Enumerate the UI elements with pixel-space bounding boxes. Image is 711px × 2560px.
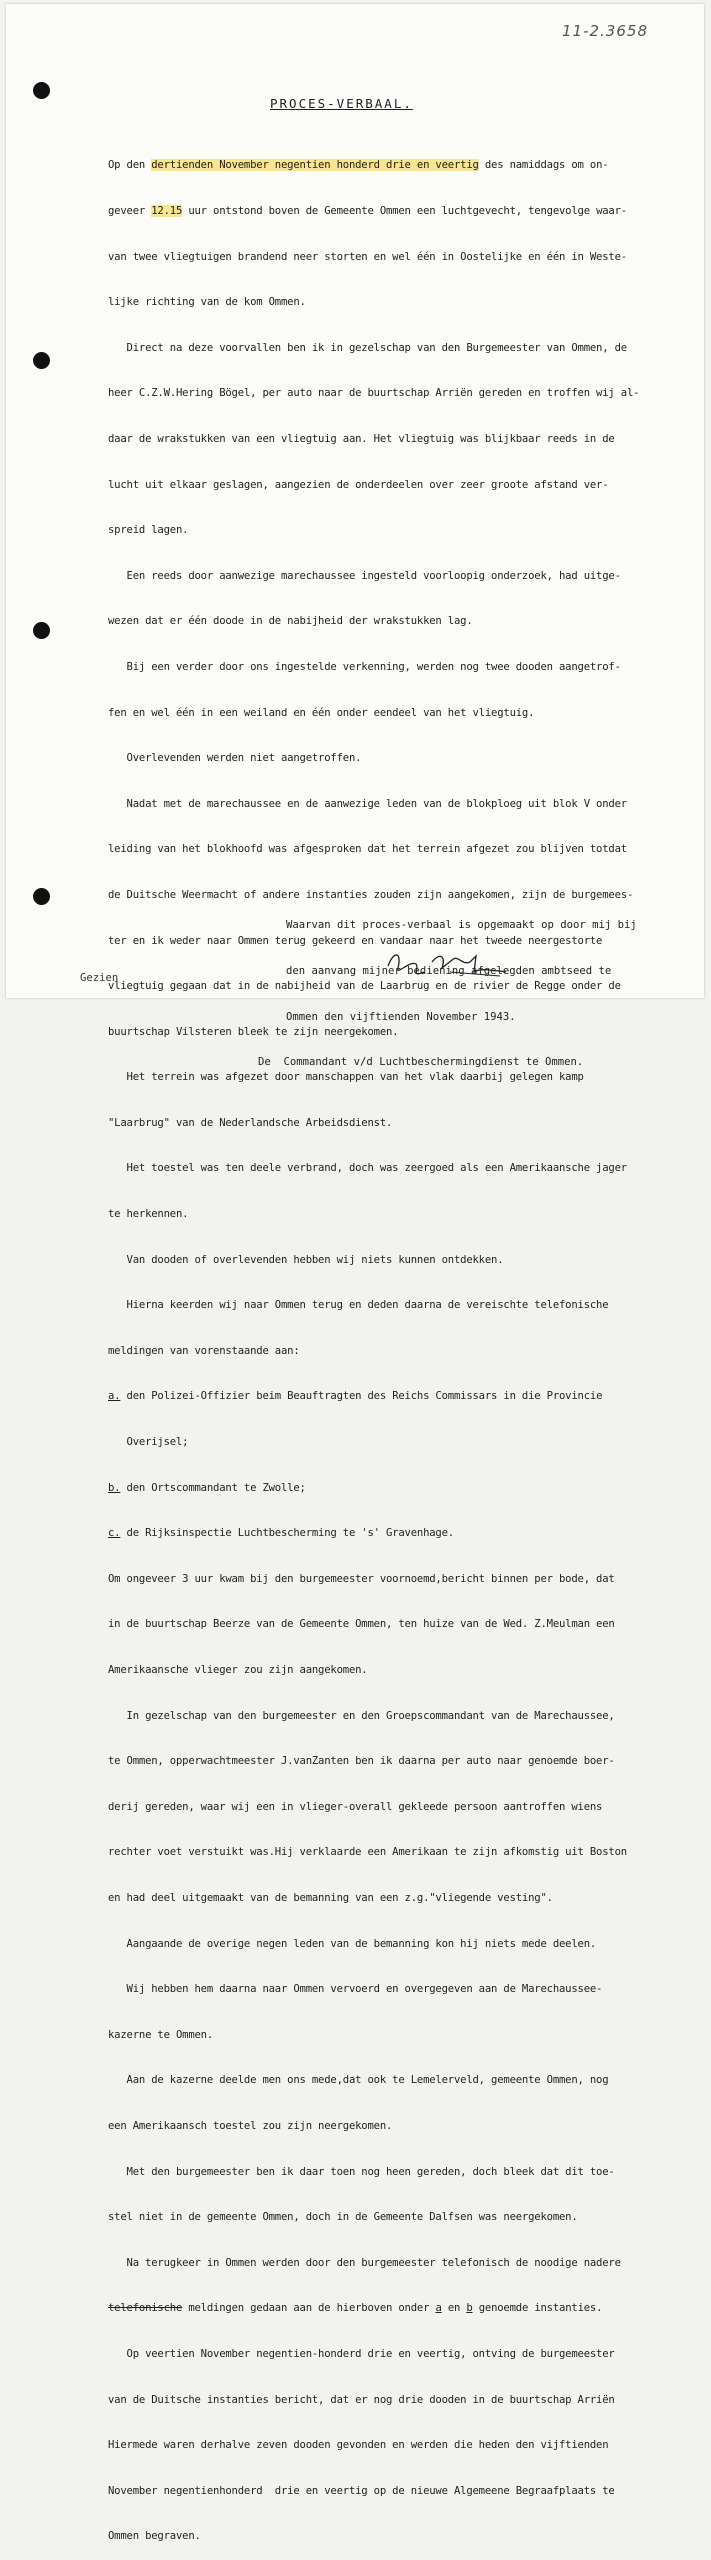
text-line: Hiermede waren derhalve zeven dooden gevonden en werden die heden den vijftienden (108, 2439, 609, 2452)
text-line: "Laarbrug" van de Nederlandsche Arbeidsdienst. (108, 1116, 393, 1129)
text-line: Aangaande de overige negen leden van de bemanning kon hij niets mede deelen. (108, 1937, 597, 1950)
text-line: te herkennen. (108, 1208, 189, 1221)
text-line: spreid lagen. (108, 524, 189, 537)
document-title: PROCES-VERBAAL. (270, 96, 413, 111)
text-line: Bij een verder door ons ingestelde verkenning, werden nog twee dooden aangetrof- (108, 660, 621, 673)
text-line: de Duitsche Weermacht of andere instanties zouden zijn aangekomen, zijn de burgemees- (108, 888, 634, 901)
text-line: Ommen begraven. (108, 2530, 201, 2543)
list-marker: b. (108, 1481, 121, 1494)
text-line: rechter voet verstuikt was.Hij verklaarde een Amerikaan te zijn afkomstig uit Boston (108, 1846, 627, 1859)
text-line: in de buurtschap Beerze van de Gemeente Ommen, ten huize van de Wed. Z.Meulman een (108, 1618, 615, 1631)
closing-line: Waarvan dit proces-verbaal is opgemaakt op door mij bij (286, 919, 637, 932)
footer-gezien: Gezien (80, 972, 119, 984)
text-line: Hierna keerden wij naar Ommen terug en deden daarna de vereischte telefonische (108, 1299, 609, 1312)
text-line: Het terrein was afgezet door manschappen van het vlak daarbij gelegen kamp (108, 1071, 584, 1084)
text-line: Aan de kazerne deelde men ons mede,dat ook te Lemelerveld, gemeente Ommen, nog (108, 2074, 609, 2087)
text-line: leiding van het blokhoofd was afgesproken dat het terrein afgezet zou blijven totdat (108, 843, 627, 856)
text-line: Een reeds door aanwezige marechaussee ingesteld voorloopig onderzoek, had uitge- (108, 569, 621, 582)
text-line: daar de wrakstukken van een vliegtuig aan. Het vliegtuig was blijkbaar reeds in de (108, 432, 615, 445)
text-line: Nadat met de marechaussee en de aanwezige leden van de blokploeg uit blok V onder (108, 797, 627, 810)
text-line: een Amerikaansch toestel zou zijn neergekomen. (108, 2119, 393, 2132)
closing-line: De Commandant v/d Luchtbeschermingdienst te Ommen. (258, 1056, 584, 1069)
text-line: wezen dat er één doode in de nabijheid der wrakstukken lag. (108, 615, 473, 628)
text-line: kazerne te Ommen. (108, 2028, 214, 2041)
highlighted-date: dertienden November negentien honderd drie en veertig (151, 159, 479, 172)
archive-number: 11-2.3658 (562, 22, 648, 40)
text-line: Wij hebben hem daarna naar Ommen vervoerd en overgegeven aan de Marechaussee- (108, 1983, 603, 1996)
list-marker: a. (108, 1390, 121, 1403)
punch-hole (33, 888, 50, 905)
closing-line: Ommen den vijftienden November 1943. (286, 1010, 516, 1023)
text-line: Het toestel was ten deele verbrand, doch was zeergoed als een Amerikaansche jager (108, 1162, 627, 1175)
text-line: Van dooden of overlevenden hebben wij niets kunnen ontdekken. (108, 1253, 504, 1266)
text-line: Met den burgemeester ben ik daar toen nog heen gereden, doch bleek dat dit toe- (108, 2165, 615, 2178)
text-line: meldingen van vorenstaande aan: (108, 1344, 300, 1357)
punch-hole (33, 352, 50, 369)
list-marker: c. (108, 1527, 121, 1540)
punch-hole (33, 622, 50, 639)
text-line: Direct na deze voorvallen ben ik in gezelschap van den Burgemeester van Ommen, de (108, 341, 627, 354)
list-item-b: b. den Ortscommandant te Zwolle; (108, 1481, 306, 1494)
text-line: ter en ik weder naar Ommen terug gekeerd en vandaar naar het tweede neergestorte (108, 934, 603, 947)
text-line: geveer 12.15 uur ontstond boven de Gemeente Ommen een luchtgevecht, tengevolge waar- (108, 205, 627, 217)
text-line: Op den dertienden November negentien honderd drie en veertig des namiddags om on- (108, 159, 609, 172)
text-line: heer C.Z.W.Hering Bögel, per auto naar de buurtschap Arriën gereden en troffen wij al- (108, 387, 640, 400)
text-line: Overijsel; (108, 1436, 189, 1449)
text-line: van twee vliegtuigen brandend neer storten en wel één in Oostelijke en één in Weste- (108, 250, 627, 263)
text-line: te Ommen, opperwachtmeester J.vanZanten ben ik daarna per auto naar genoemde boer- (108, 1755, 615, 1768)
text-line: vliegtuig gegaan dat in de nabijheid van de Laarbrug en de rivier de Regge onder de (108, 980, 621, 993)
report-body (108, 128, 668, 2560)
handwritten-signature (380, 942, 530, 982)
text-line: Om ongeveer 3 uur kwam bij den burgemeester voornoemd,bericht binnen per bode, dat (108, 1572, 615, 1585)
text-line: derij gereden, waar wij een in vlieger-overall gekleede persoon aantroffen wiens (108, 1800, 603, 1813)
list-item-a: a. den Polizei-Offizier beim Beauftragten des Reichs Commissars in die Provincie (108, 1390, 603, 1403)
text-line: telefonische meldingen gedaan aan de hierboven onder a en b genoemde instanties. (108, 2302, 603, 2315)
text-line: In gezelschap van den burgemeester en den Groepscommandant van de Marechaussee, (108, 1709, 615, 1722)
text-line: fen en wel één in een weiland en één onder eendeel van het vliegtuig. (108, 706, 535, 719)
text-line: stel niet in de gemeente Ommen, doch in de Gemeente Dalfsen was neergekomen. (108, 2211, 578, 2224)
text-line: Op veertien November negentien-honderd drie en veertig, ontving de burgemeester (108, 2347, 615, 2360)
text-line: Na terugkeer in Ommen werden door den burgemeester telefonisch de noodige nadere (108, 2256, 621, 2269)
closing-line: den aanvang mijner bediening afgelegden ambtseed te (286, 965, 612, 977)
struck-word: telefonische (108, 2302, 183, 2315)
highlighted-time: 12.15 (151, 205, 183, 217)
text-line: van de Duitsche instanties bericht, dat er nog drie dooden in de buurtschap Arriën (108, 2393, 615, 2406)
text-line: en had deel uitgemaakt van de bemanning van een z.g."vliegende vesting". (108, 1891, 553, 1904)
text-line: Amerikaansche vlieger zou zijn aangekomen. (108, 1664, 368, 1676)
text-line: November negentienhonderd drie en veertig op de nieuwe Algemeene Begraafplaats te (108, 2484, 615, 2497)
text-line: lijke richting van de kom Ommen. (108, 296, 306, 309)
text-line: lucht uit elkaar geslagen, aangezien de onderdeelen over zeer groote afstand ver- (108, 478, 609, 491)
closing-statement (258, 888, 637, 1086)
text-line: Overlevenden werden niet aangetroffen. (108, 752, 362, 765)
text-line: buurtschap Vilsteren bleek te zijn neergekomen. (108, 1025, 399, 1038)
list-item-c: c. de Rijksinspectie Luchtbescherming te 's' Gravenhage. (108, 1527, 454, 1540)
punch-hole (33, 82, 50, 99)
